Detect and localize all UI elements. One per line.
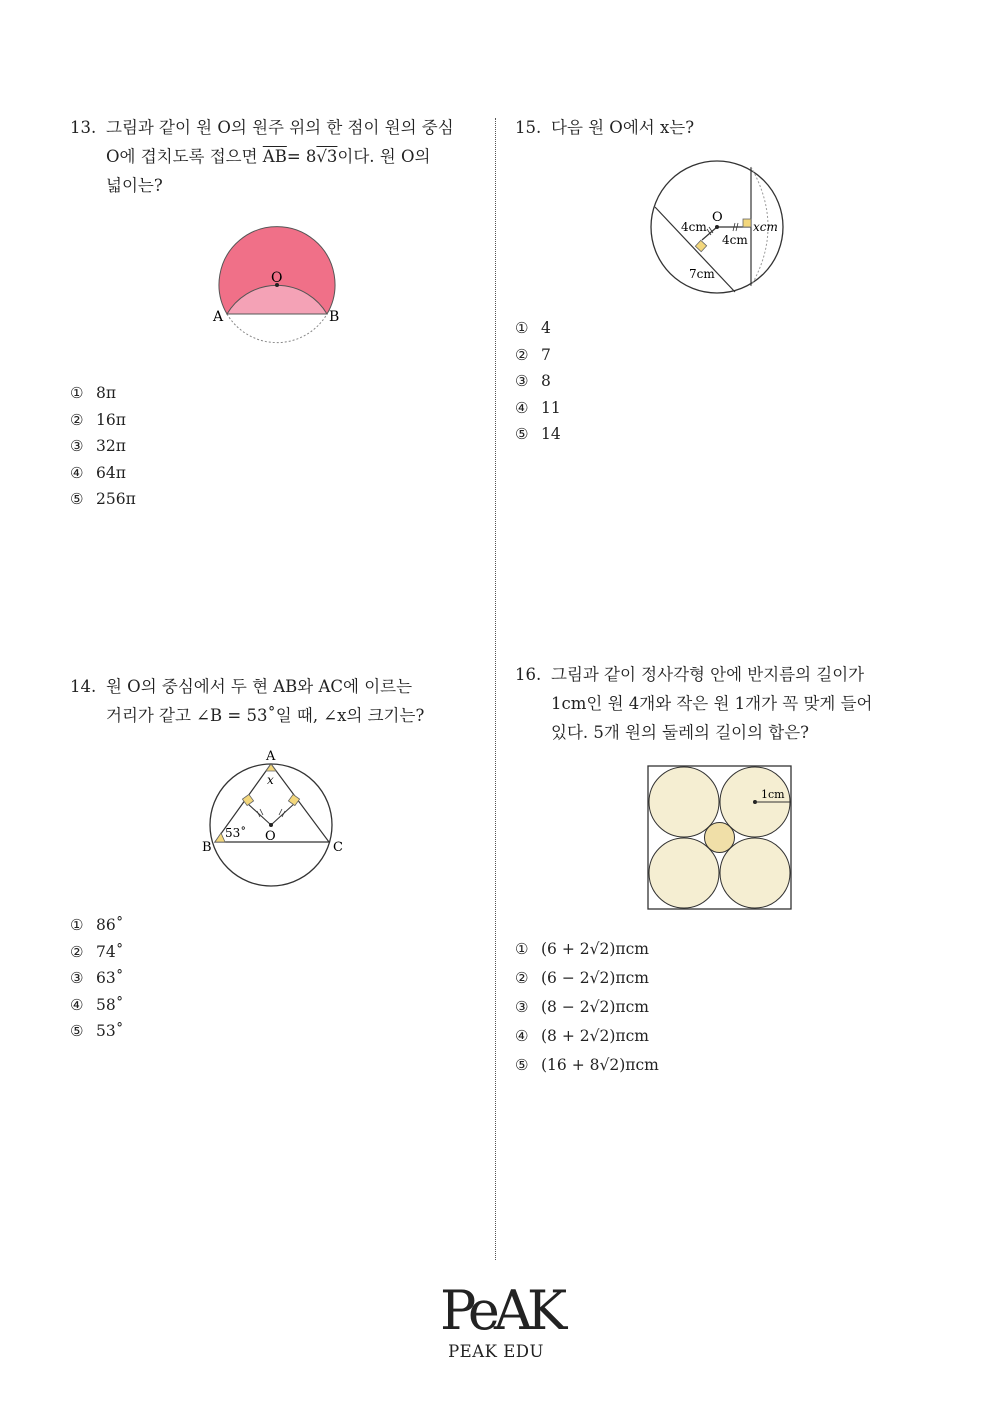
- peak-logo: [440, 1278, 562, 1361]
- svg-text:xcm: xcm: [753, 220, 778, 234]
- q16-choices: [515, 935, 659, 1080]
- q13-figure: [200, 218, 350, 348]
- choice-1[interactable]: ① (6 + 2√2)πcm: [515, 940, 649, 958]
- svg-text:4cm: 4cm: [681, 220, 707, 234]
- label-o: O: [271, 270, 283, 286]
- choice-1[interactable]: ① 8π: [70, 384, 117, 402]
- question-text-line-1: 다음 원 O에서 x는?: [551, 118, 695, 137]
- choice-3[interactable]: ③ 8: [515, 372, 551, 391]
- svg-text:x: x: [267, 773, 274, 787]
- svg-text:B: B: [202, 840, 212, 855]
- question-text-line-3: 있다. 5개 원의 둘레의 길이의 합은?: [551, 723, 810, 742]
- label-a: A: [213, 309, 224, 325]
- choice-5[interactable]: ⑤ 14: [515, 425, 561, 444]
- choice-4[interactable]: ④ 58˚: [70, 995, 124, 1014]
- choice-2[interactable]: ② 74˚: [70, 942, 124, 961]
- logo-word: PeAK: [440, 1279, 562, 1342]
- q14-figure: [198, 745, 348, 890]
- question-number: 15.: [515, 118, 542, 137]
- question-text-line-1: 그림과 같이 원 O의 원주 위의 한 점이 원의 중심: [106, 118, 454, 137]
- question-14: [70, 672, 490, 732]
- question-text-line-1: 원 O의 중심에서 두 현 AB와 AC에 이르는: [106, 677, 413, 696]
- q15-choices: [515, 315, 561, 448]
- choice-4[interactable]: ④ 64π: [70, 463, 126, 482]
- question-number: 14.: [70, 677, 97, 696]
- choice-4[interactable]: ④ (8 + 2√2)πcm: [515, 1027, 649, 1045]
- choice-3[interactable]: ③ 32π: [70, 437, 126, 456]
- choice-5[interactable]: ⑤ 256π: [70, 490, 136, 509]
- choice-1[interactable]: ① 86˚: [70, 916, 124, 934]
- question-15: [515, 113, 935, 143]
- choice-2[interactable]: ② 7: [515, 345, 551, 364]
- question-text-line-1: 그림과 같이 정사각형 안에 반지름의 길이가: [551, 665, 865, 684]
- svg-text:O: O: [265, 829, 276, 844]
- q13-choices: [70, 380, 136, 513]
- question-16: [515, 660, 935, 750]
- question-13: [70, 113, 490, 203]
- choice-3[interactable]: ③ (8 − 2√2)πcm: [515, 998, 649, 1016]
- question-text-line-2: O에 겹치도록 접으면 $\overline{AB}= 8√3$이다. 원 O의: [106, 147, 431, 166]
- question-text-line-3: 넓이는?: [106, 176, 163, 195]
- logo-subtitle: PEAK EDU: [448, 1342, 544, 1361]
- question-text-line-2: 거리가 같고 ∠B = 53˚일 때, ∠x의 크기는?: [106, 706, 425, 725]
- question-number: 16.: [515, 665, 542, 684]
- q16-figure: [646, 764, 794, 912]
- svg-text:1cm: 1cm: [761, 788, 785, 801]
- choice-2[interactable]: ② (6 − 2√2)πcm: [515, 969, 649, 987]
- svg-text:O: O: [712, 210, 723, 225]
- choice-1[interactable]: ① 4: [515, 319, 551, 337]
- choice-5[interactable]: ⑤ (16 + 8√2)πcm: [515, 1056, 659, 1074]
- choice-4[interactable]: ④ 11: [515, 398, 561, 417]
- choice-2[interactable]: ② 16π: [70, 410, 126, 429]
- question-number: 13.: [70, 118, 97, 137]
- q14-choices: [70, 912, 123, 1045]
- choice-3[interactable]: ③ 63˚: [70, 969, 124, 988]
- column-divider: [495, 118, 496, 1260]
- q15-figure: [645, 155, 790, 300]
- choice-5[interactable]: ⑤ 53˚: [70, 1022, 124, 1041]
- svg-text:A: A: [266, 749, 276, 764]
- svg-text:53˚: 53˚: [225, 826, 247, 840]
- svg-text:7cm: 7cm: [689, 267, 715, 281]
- svg-text:4cm: 4cm: [722, 233, 748, 247]
- svg-text:C: C: [333, 840, 343, 855]
- label-b: B: [329, 309, 340, 325]
- question-text-line-2: 1cm인 원 4개와 작은 원 1개가 꼭 맞게 들어: [551, 694, 873, 713]
